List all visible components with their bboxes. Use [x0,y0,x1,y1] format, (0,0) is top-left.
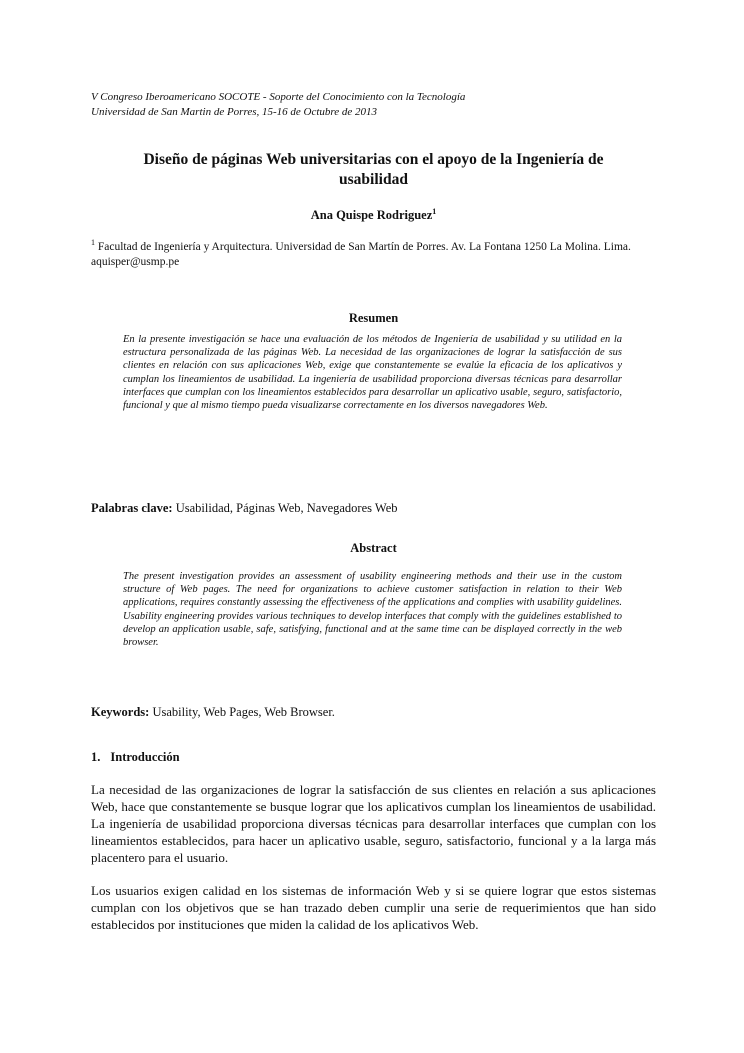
paper-title-line-2: usabilidad [339,171,408,188]
intro-paragraph-1: La necesidad de las organizaciones de lograr la satisfacción de sus clientes en relación a sus aplicaciones Web, hace que constantemente se busque lograr que los aplicativos cumplan los lineamientos de usabilidad. La ingeniería de usabilidad proporciona diversas técnicas para desarrollar interfaces que cumplan con los lineamientos establecidos, para hacer un aplicativo usable, seguro, satisfactorio, funcional y a la larga más placentero para el usuario. [91,782,656,865]
paper-title [91,150,656,190]
keywords-value: Usability, Web Pages, Web Browser. [149,705,335,719]
section-heading-introduccion [91,750,180,765]
abstract-heading: Abstract [350,541,397,555]
keywords [91,705,661,720]
author-name: Ana Quispe Rodriguez [310,208,433,222]
palabras-clave-value: Usabilidad, Páginas Web, Navegadores Web [172,501,398,515]
section-number: 1. [91,750,101,764]
palabras-clave-label: Palabras clave: [91,501,173,515]
paper-title-line-1: Diseño de páginas Web universitarias con el apoyo de la Ingeniería de [143,151,604,168]
section-title: Introducción [110,750,180,764]
intro-paragraph-2: Los usuarios exigen calidad en los sistemas de información Web y si se quiere lograr que estos sistemas cumplan con los objetivos que se han trazado deben cumplir una serie de requerimientos que han sido establecidos por instituciones que miden la calidad de los aplicativos Web. [91,883,656,932]
affiliation-marker: 1 [91,238,95,248]
affiliation-text: Facultad de Ingeniería y Arquitectura. Universidad de San Martín de Porres. Av. La Fontana 1250 La Molina. Lima. aquisper@usmp.pe [91,241,631,268]
keywords-label: Keywords: [91,705,150,719]
conference-name: V Congreso Iberoamericano SOCOTE - Soporte del Conocimiento con la Tecnología [91,91,466,103]
conference-venue-date: Universidad de San Martin de Porres, 15-16 de Octubre de 2013 [91,105,378,118]
abstract-body: The present investigation provides an assessment of usability engineering methods and their use in the custom structure of Web pages. The need for organizations to achieve customer satisfaction in relation to their Web applications, requires constantly assessing the effectiveness of the applications and complies with usability guidelines. Usability engineering provides various techniques to develop interfaces that comply with the guidelines established to develop an application usable, safe, satisfying, functional and at the same time can be displayed correctly in the web browser. [123,571,622,649]
author-line [91,208,656,223]
palabras-clave [91,501,661,516]
resumen-heading: Resumen [348,311,399,325]
resumen-body: En la presente investigación se hace una evaluación de los métodos de Ingeniería de usabilidad y su utilidad en la estructura personalizada de las páginas Web. La necesidad de las organizaciones de lograr la satisfacción de sus clientes en relación con sus aplicaciones Web, exige que constantemente se evalúe la eficacia de los aplicativos y cumplan los lineamientos de usabilidad. La ingeniería de usabilidad proporciona diversas técnicas para desarrollar interfaces que cumplan con los lineamientos establecidos para desarrollar un aplicativo usable, seguro, satisfactorio, funcional y que al mismo tiempo pueda visualizarse correctamente en los diversos navegadores Web. [123,334,622,412]
affiliation [91,240,656,270]
author-affiliation-marker: 1 [432,206,437,216]
conference-header [91,90,661,119]
